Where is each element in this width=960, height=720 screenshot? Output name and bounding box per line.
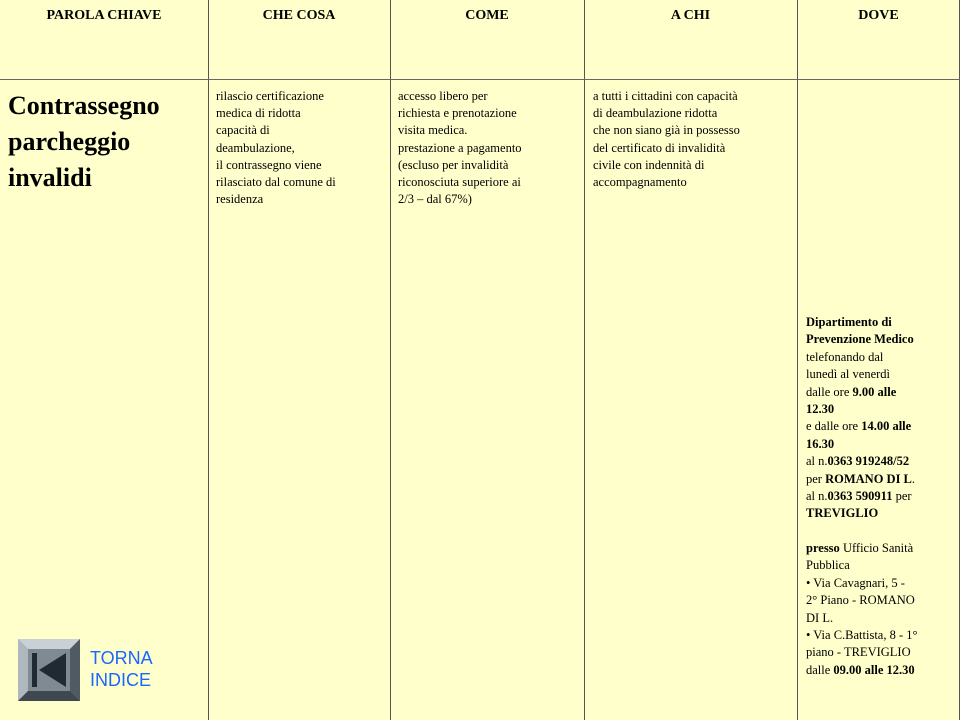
header-come: COME [390, 0, 584, 80]
column-divider [584, 0, 585, 720]
column-divider [797, 0, 798, 720]
header-parola-chiave: PAROLA CHIAVE [0, 0, 208, 80]
a-chi-text: a tutti i cittadini con capacità di deambulazione ridotta che non siano già in possesso del certificato di invalidità civile con indennità di accompagnamento [593, 89, 740, 190]
column-divider [208, 0, 209, 720]
keyword-title: Contrassegno parcheggio invalidi [8, 91, 160, 192]
torna-indice-label[interactable]: TORNA INDICE [90, 648, 153, 690]
dove-text: Dipartimento di Prevenzione Medico telefonando dal lunedì al venerdì dalle ore 9.00 alle 12.30 e dalle ore 14.00 alle 16.30 al n.0363 919248/52 per ROMANO DI L. al n.0363 590911 per TREVIGLIO presso Ufficio Sanità Pubblica • Via Cavagnari, 5 - 2° Piano - ROMANO DI L. • Via C.Battista, 8 - 1° piano - TREVIGLIO dalle 09.00 alle 12.30 [806, 315, 918, 677]
torna-indice[interactable] [18, 639, 168, 701]
che-cosa-text: rilascio certificazione medica di ridotta capacità di deambulazione, il contrassegno viene rilasciato dal comune di residenza [216, 89, 336, 207]
come-text: accesso libero per richiesta e prenotazione visita medica. prestazione a pagamento (escluso per invalidità riconosciuta superiore ai 2/3 – dal 67%) [398, 89, 522, 207]
header-dove: DOVE [797, 0, 960, 80]
header-che-cosa: CHE COSA [208, 0, 390, 80]
header-a-chi: A CHI [584, 0, 797, 80]
column-divider [390, 0, 391, 720]
skip-back-icon [18, 639, 80, 701]
back-to-index-button[interactable] [18, 639, 80, 701]
